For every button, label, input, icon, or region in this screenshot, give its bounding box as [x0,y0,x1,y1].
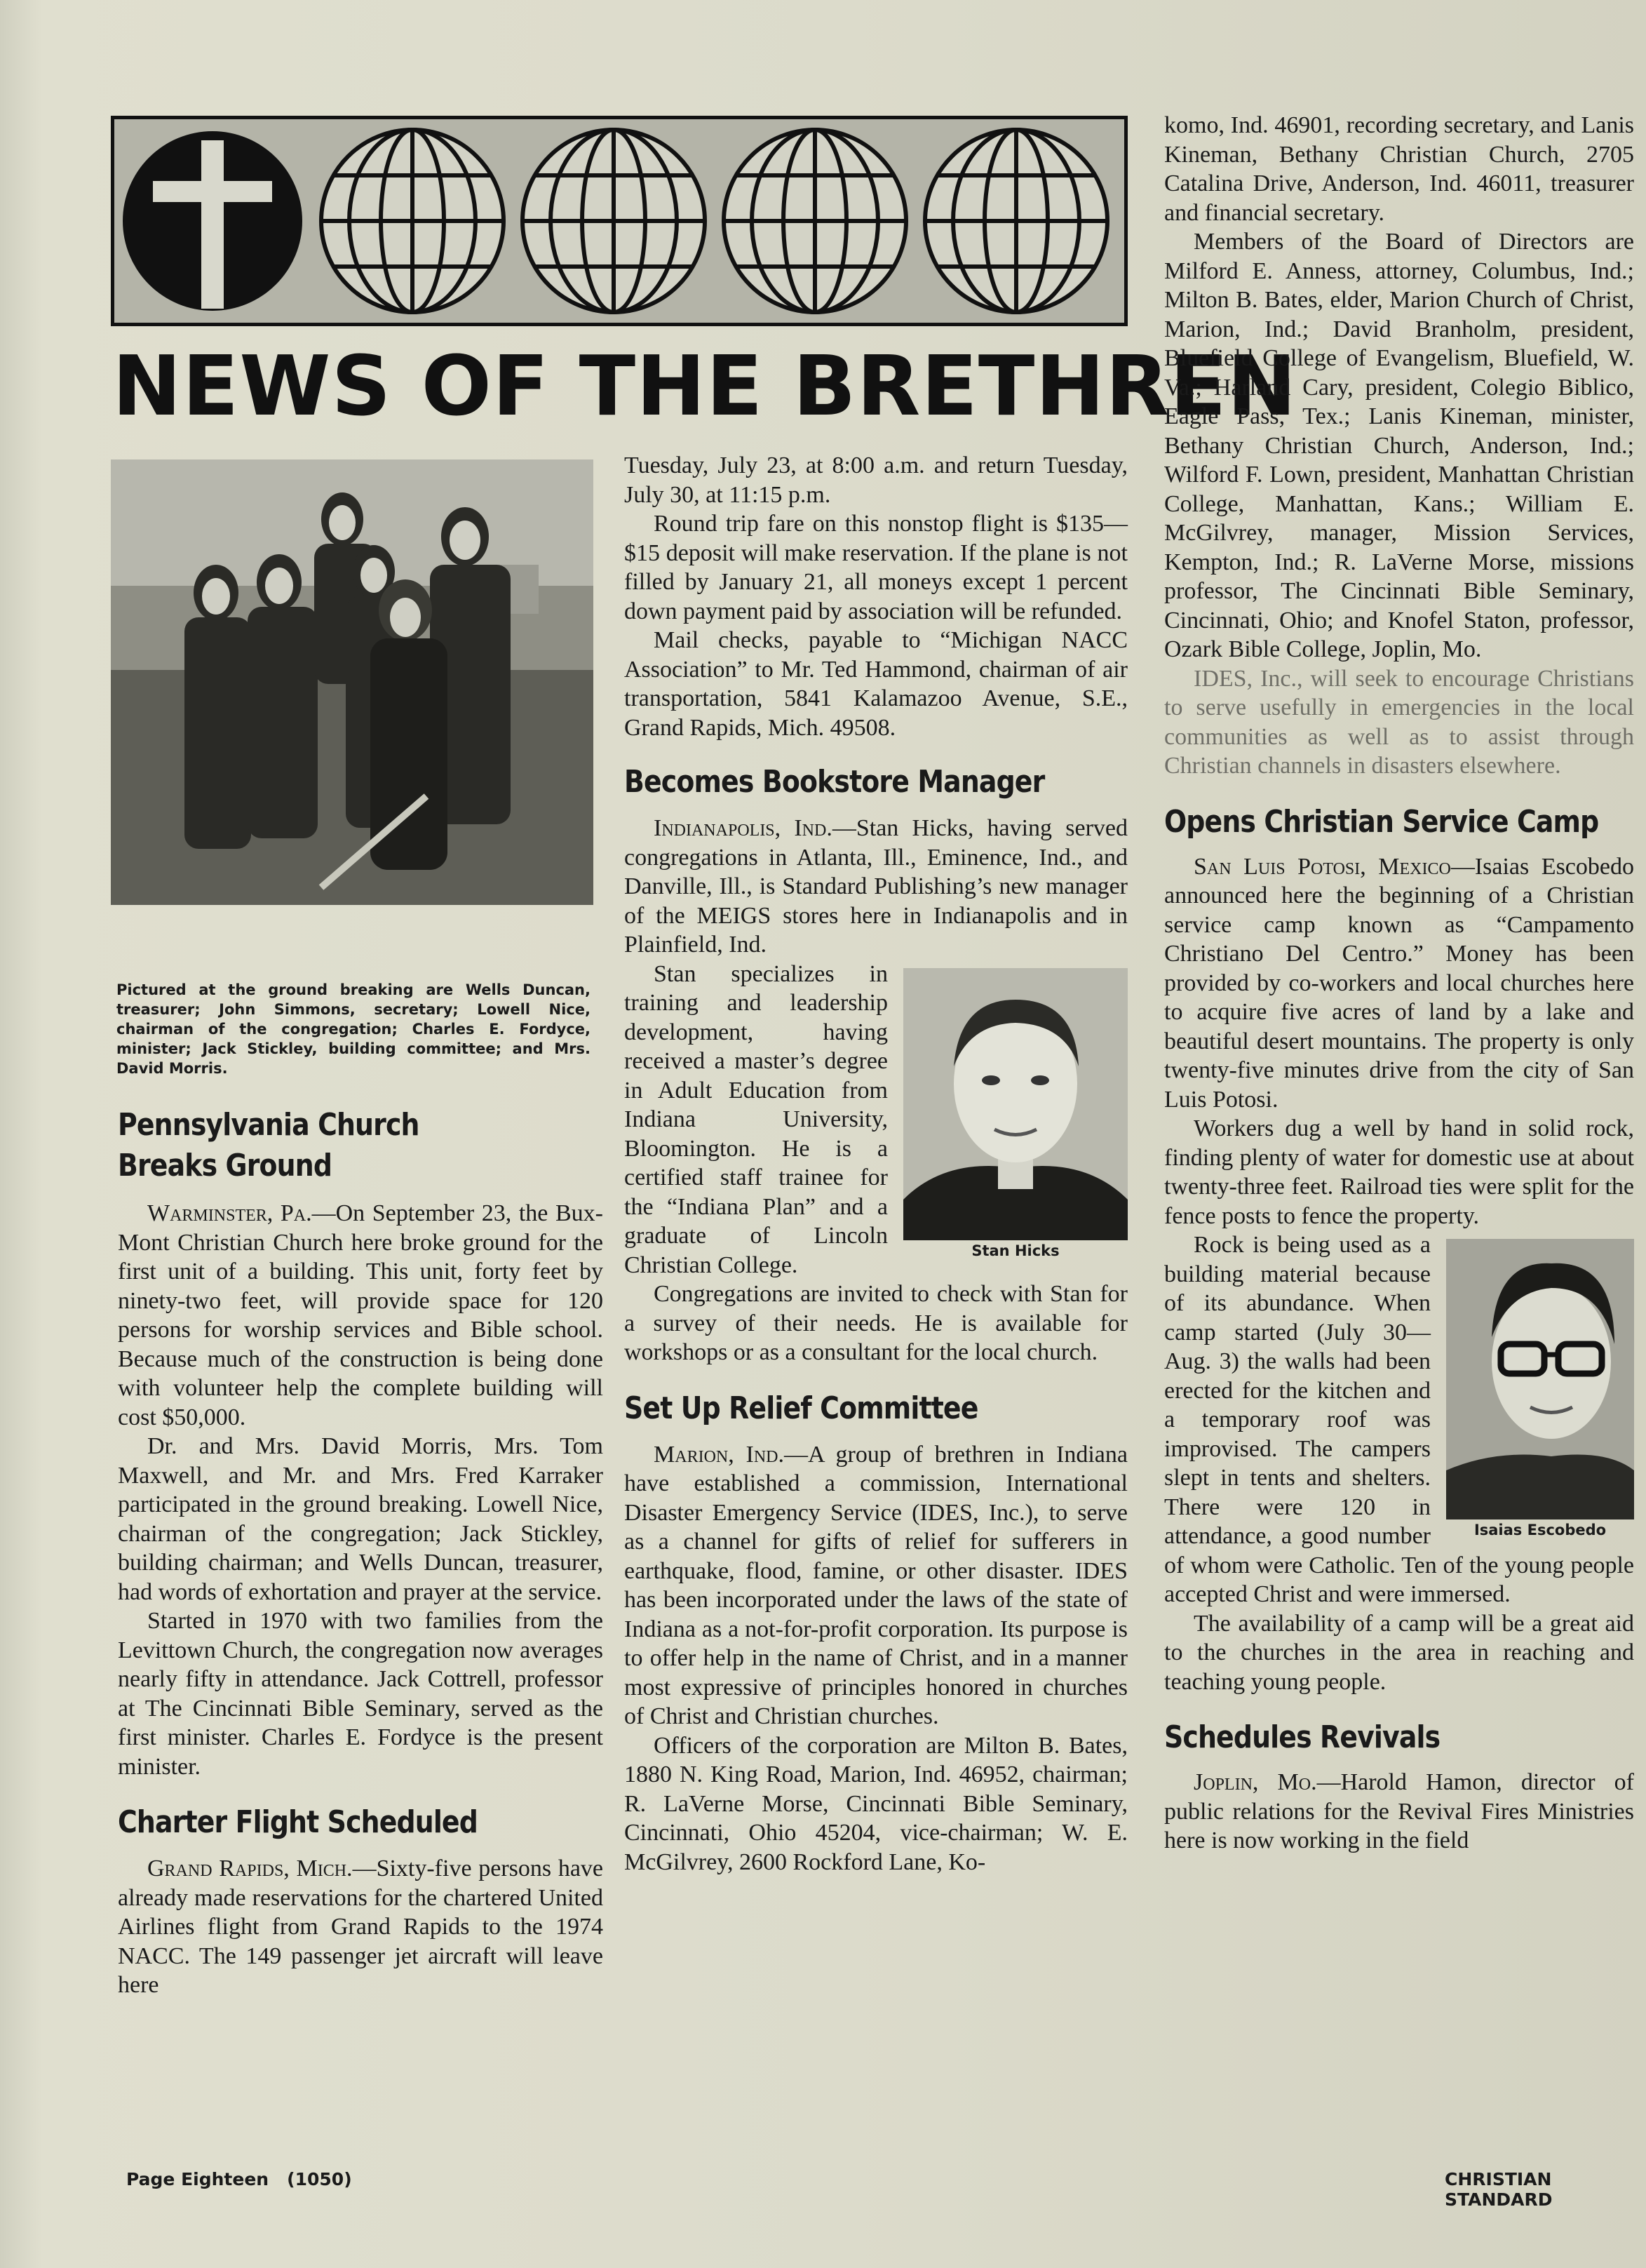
masthead-banner [111,116,1128,326]
article-headline: Charter Flight Scheduled [118,1804,478,1840]
article-paragraph: IDES, Inc., will seek to encourage Christians to serve usefully in emergencies in the local communities as well as to assist through Christian channels in disasters elsewhere. [1164,665,1634,779]
article-paragraph: Congregations are invited to check with Stan for a survey of their needs. He is available for workshops or as a consultant for the local church. [624,1281,1128,1365]
article-headline: Pennsylvania Church [118,1107,419,1143]
dateline: Indianapolis, Ind. [654,815,832,841]
globe-icon [321,130,504,312]
column-1 [118,1105,603,2000]
article-paragraph: Mail checks, payable to “Michigan NACC Association” to Mr. Ted Hammond, chairman of air transportation, 5841 Kalamazoo Avenue, S.E., Grand Rapids, Mich. 49508. [624,627,1128,741]
article-paragraph: Officers of the corporation are Milton B. Bates, 1880 N. King Road, Marion, Ind. 46952, chairman; R. LaVerne Morse, Cincinnati Bible Seminary, Cincinnati, Ohio 45204, vice-chairman; W. E. McGilvrey, 2600 Rockford Lane, Ko- [624,1732,1128,1875]
globe-icon [724,130,906,312]
banner-art [114,119,1124,323]
article-headline: Opens Christian Service Camp [1164,803,1599,840]
globe-icon [522,130,705,312]
photo-caption: Isaias Escobedo [1473,1522,1607,1538]
dateline: San Luis Potosi, Mexico [1194,853,1451,880]
escobedo-photo [1446,1239,1634,1519]
article-paragraph: Joplin, Mo.—Harold Hamon, director of public relations for the Revival Fires Ministries here is now working in the field [1164,1769,1635,1853]
article-headline: Schedules Revivals [1164,1719,1441,1755]
article-paragraph: Tuesday, July 23, at 8:00 a.m. and return Tuesday, July 30, at 11:15 p.m. [624,452,1128,508]
globe-icon [925,130,1107,312]
escobedo-photo-block [1446,1239,1634,1541]
article-paragraph: Workers dug a well by hand in solid rock, finding plenty of water for domestic use at about twenty-three feet. Railroad ties were split for the fence posts to fence the property. [1164,1115,1634,1229]
publication-name: CHRISTIAN STANDARD [1445,2169,1553,2210]
article-paragraph: Dr. and Mrs. David Morris, Mrs. Tom Maxwell, and Mr. and Mrs. Fred Karraker participated in the ground breaking. Lowell Nice, chairman of the congregation; Jack Stickley, building chairman; and Wells Duncan, treasurer, had words of exhortation and prayer at the service. [118,1433,603,1605]
dateline: Marion, Ind. [654,1441,785,1468]
stan-hicks-photo [903,968,1128,1240]
article-paragraph: Started in 1970 with two families from the Levittown Church, the congregation now averages nearly fifty in attendance. Jack Cottrell, professor at The Cincinnati Bible Seminary, served as the first minister. Charles E. Fordyce is the present minister. [118,1608,603,1780]
cross-icon [123,131,302,311]
dateline: Grand Rapids, Mich. [147,1856,353,1881]
photo-caption: Stan Hicks [971,1242,1060,1259]
article-headline: Breaks Ground [118,1148,332,1183]
article-paragraph: Stan specializes in training and leadership development, having received a master’s degree in Adult Education from Indiana University, Bloomington. He is a certified staff trainee for the “Indiana Plan” and a graduate of Lincoln Christian College. [624,960,888,1278]
column-2 [624,451,1128,1877]
article-headline: Set Up Relief Committee [624,1390,978,1426]
stan-hicks-photo-block [903,968,1128,1261]
article-paragraph: komo, Ind. 46901, recording secretary, and Lanis Kineman, Bethany Christian Church, 2705 Catalina Drive, Anderson, Ind. 46011, treasurer and financial secretary. [1164,112,1634,226]
column-3 [1164,111,1634,1856]
article-paragraph: Warminster, Pa.—On September 23, the Bux-Mont Christian Church here broke ground for the first unit of a building. This unit, forty feet by ninety-two feet, will provide space for 120 persons for worship services and Bible school. Because much of the construction is being done with volunteer help the complete building will cost $50,000. [118,1200,603,1430]
article-paragraph: Members of the Board of Directors are Milford E. Anness, attorney, Columbus, Ind.; Milton B. Bates, elder, Marion Church of Christ, Marion, Ind.; David Branholm, president, Bluefield College of Evangelism, Bluefield, W. Va.; Harland Cary, president, Colegio Biblico, Eagle Pass, Tex.; Lanis Kineman, minister, Bethany Christian Church, Anderson, Ind.; Wilford F. Lown, president, Manhattan Christian College, Manhattan, Kans.; William E. McGilvrey, manager, Mission Services, Kempton, Ind.; R. LaVerne Morse, missions professor, The Cincinnati Bible Seminary, Cincinnati, Ohio; and Knofel Staton, professor, Ozark Bible College, Joplin, Mo. [1164,229,1634,662]
article-paragraph: Indianapolis, Ind.—Stan Hicks, having served congregations in Atlanta, Ill., Eminence, Ind., and Danville, Ill., is Standard Publishing’s new manager of the MEIGS stores here in Indianapolis and in Plainfield, Ind. [624,815,1128,958]
article-paragraph: Marion, Ind.—A group of brethren in Indiana have established a commission, International Disaster Emergency Service (IDES, Inc.), to serve as a channel for gifts of relief for sufferers in earthquake, flood, famine, or other disaster. IDES has been incorporated under the laws of the state of Indiana as a not-for-profit corporation. Its purpose is to offer help in the name of Christ, and in a manner most expressive of principles honored in churches of Christ and Christian churches. [624,1441,1128,1729]
article-paragraph: Round trip fare on this nonstop flight is $135—$15 deposit will make reservation. If the plane is not filled by January 21, all moneys except 1 percent down payment paid by association will be refunded. [624,511,1128,624]
article-headline: Becomes Bookstore Manager [624,764,1045,800]
article-paragraph: Rock is being used as a building material because of its abundance. When camp started (July 30—Aug. 3) the walls had been erected for the kitchen and a temporary roof was improvised. The campers slept in tents and shelters. There were 120 in attendance, a good number of whom were Catholic. Ten of the young people accepted Christ and were immersed. [1164,1232,1634,1607]
photo-caption: Pictured at the ground breaking are Wells Duncan, treasurer; John Simmons, secretary; Lowell Nice, chairman of the congregation; Charles E. Fordyce, minister; Jack Stickley, building committee; and Mrs. David Morris. [116,981,591,1077]
page-title: NEWS OF THE BRETHREN [112,337,1297,434]
ground-breaking-photo [111,459,593,905]
article-paragraph: Grand Rapids, Mich.—Sixty-five persons have already made reservations for the chartered United Airlines flight from Grand Rapids to the 1974 NACC. The 149 passenger jet aircraft will leave here [118,1856,604,1998]
page-number: Page Eighteen (1050) [126,2169,352,2189]
dateline: Warminster, Pa. [147,1200,312,1226]
dateline: Joplin, Mo. [1194,1769,1317,1795]
article-paragraph: The availability of a camp will be a great aid to the churches in the area in reaching and teaching young people. [1164,1610,1634,1695]
article-paragraph: San Luis Potosi, Mexico—Isaias Escobedo announced here the beginning of a Christian service camp known as “Campamento Christiano Del Centro.” Money has been provided by co-workers and local churches here to acquire five acres of land by a lake and beautiful desert mountains. The property is only twenty-five minutes drive from the city of San Luis Potosi. [1164,853,1634,1113]
